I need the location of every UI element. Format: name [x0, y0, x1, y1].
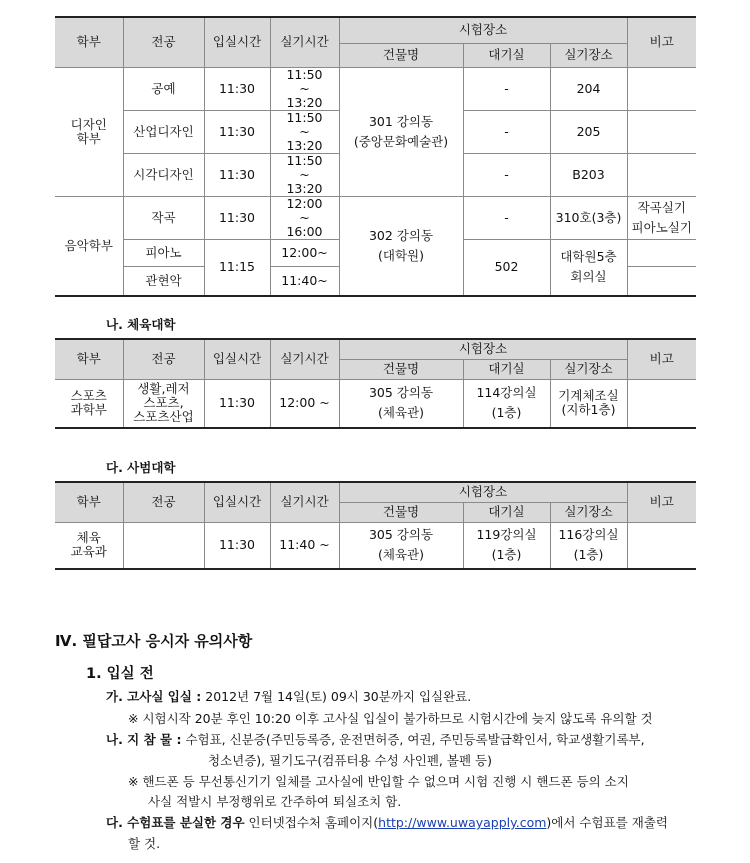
subheading-sports-college: 나. 체육대학 — [106, 317, 176, 332]
note-cell — [627, 239, 696, 266]
entry-time-cell: 11:30 — [204, 196, 270, 239]
note-cell — [627, 379, 696, 428]
major-cell: 공예 — [123, 67, 204, 110]
practical-room-cell: 기계체조실 (지하1층) — [550, 379, 627, 428]
item-ga-note: ※ 시험시작 20분 후인 10:20 이후 고사실 입실이 불가하므로 시험시간에 늦지 않도록 유의할 것 — [128, 711, 653, 726]
practical-time-cell: 12:00~ — [270, 239, 339, 266]
section-subtitle: 1. 입실 전 — [86, 666, 154, 682]
dept-cell: 음악학부 — [55, 196, 123, 296]
item-na-text-2: 청소년증), 필기도구(컴퓨터용 수성 사인펜, 볼펜 등) — [208, 753, 492, 768]
item-da-text-1: 인터넷접수처 홈페이지( — [244, 815, 379, 830]
major-cell: 관현악 — [123, 266, 204, 296]
note-cell: 작곡실기 피아노실기 — [627, 196, 696, 239]
header-building: 건물명 — [339, 359, 463, 379]
header-venue: 시험장소 — [339, 17, 627, 43]
exam-table-sports — [55, 338, 696, 429]
practical-room-cell: 310호(3층) — [550, 196, 627, 239]
header-major: 전공 — [123, 17, 204, 67]
item-na-label: 나. 지 참 물 : — [106, 732, 182, 747]
header-practical-time: 실기시간 — [270, 17, 339, 67]
item-ga — [106, 687, 471, 705]
practical-time-cell: 11:50 ~ 13:20 — [270, 110, 339, 153]
major-cell: 생활,레저 스포츠, 스포츠산업 — [123, 379, 204, 428]
major-cell: 산업디자인 — [123, 110, 204, 153]
entry-time-cell: 11:30 — [204, 522, 270, 569]
major-cell: 피아노 — [123, 239, 204, 266]
building-cell: 301 강의동 (중앙문화예술관) — [339, 67, 463, 196]
item-ga-label: 가. 고사실 입실 : — [106, 689, 202, 704]
practical-room-cell: 대학원5층 회의실 — [550, 239, 627, 296]
header-note: 비고 — [627, 339, 696, 379]
entry-time-cell: 11:30 — [204, 153, 270, 196]
item-na — [106, 730, 645, 748]
section-title: Ⅳ. 필답고사 응시자 유의사항 — [55, 632, 253, 650]
item-na-note-2: 사실 적발시 부정행위로 간주하여 퇴실조치 함. — [148, 794, 402, 809]
header-venue: 시험장소 — [339, 482, 627, 502]
header-practical-time: 실기시간 — [270, 482, 339, 522]
entry-time-cell: 11:30 — [204, 379, 270, 428]
subheading-education-college: 다. 사범대학 — [106, 460, 176, 475]
exam-table-design-music — [55, 16, 696, 297]
dept-cell: 체육 교육과 — [55, 522, 123, 569]
header-waiting-room: 대기실 — [463, 43, 550, 67]
note-cell — [627, 522, 696, 569]
waiting-room-cell: - — [463, 110, 550, 153]
header-major: 전공 — [123, 339, 204, 379]
header-practical-time: 실기시간 — [270, 339, 339, 379]
exam-table-education — [55, 481, 696, 570]
header-venue: 시험장소 — [339, 339, 627, 359]
header-major: 전공 — [123, 482, 204, 522]
practical-time-cell: 11:50 ~ 13:20 — [270, 67, 339, 110]
entry-time-cell: 11:30 — [204, 110, 270, 153]
waiting-room-cell: - — [463, 153, 550, 196]
practical-time-cell: 12:00 ~ — [270, 379, 339, 428]
note-cell — [627, 67, 696, 110]
dept-cell: 스포츠 과학부 — [55, 379, 123, 428]
major-cell — [123, 522, 204, 569]
waiting-room-cell: - — [463, 196, 550, 239]
waiting-room-cell: - — [463, 67, 550, 110]
practical-time-cell: 12:00 ~ 16:00 — [270, 196, 339, 239]
item-da-label: 다. 수험표를 분실한 경우 — [106, 815, 245, 830]
entry-time-cell: 11:30 — [204, 67, 270, 110]
header-waiting-room: 대기실 — [463, 359, 550, 379]
building-cell: 305 강의동 (체육관) — [339, 379, 463, 428]
dept-cell: 디자인 학부 — [55, 67, 123, 196]
header-note: 비고 — [627, 17, 696, 67]
practical-time-cell: 11:40 ~ — [270, 522, 339, 569]
header-practical-room: 실기장소 — [550, 502, 627, 522]
building-cell: 302 강의동 (대학원) — [339, 196, 463, 296]
waiting-room-cell: 119강의실 (1층) — [463, 522, 550, 569]
practical-room-cell: 204 — [550, 67, 627, 110]
major-cell: 작곡 — [123, 196, 204, 239]
header-entry-time: 입실시간 — [204, 17, 270, 67]
header-building: 건물명 — [339, 43, 463, 67]
header-dept: 학부 — [55, 339, 123, 379]
header-building: 건물명 — [339, 502, 463, 522]
header-entry-time: 입실시간 — [204, 482, 270, 522]
waiting-room-cell: 114강의실 (1층) — [463, 379, 550, 428]
item-ga-text: 2012년 7월 14일(토) 09시 30분까지 입실완료. — [201, 689, 472, 704]
header-dept: 학부 — [55, 482, 123, 522]
practical-room-cell: B203 — [550, 153, 627, 196]
note-cell — [627, 153, 696, 196]
major-cell: 시각디자인 — [123, 153, 204, 196]
practical-time-cell: 11:40~ — [270, 266, 339, 296]
header-practical-room: 실기장소 — [550, 43, 627, 67]
building-cell: 305 강의동 (체육관) — [339, 522, 463, 569]
item-da-text-3: 할 것. — [128, 836, 161, 851]
header-entry-time: 입실시간 — [204, 339, 270, 379]
practical-time-cell: 11:50 ~ 13:20 — [270, 153, 339, 196]
header-note: 비고 — [627, 482, 696, 522]
practical-room-cell: 116강의실 (1층) — [550, 522, 627, 569]
header-dept: 학부 — [55, 17, 123, 67]
header-waiting-room: 대기실 — [463, 502, 550, 522]
entry-time-cell: 11:15 — [204, 239, 270, 296]
practical-room-cell: 205 — [550, 110, 627, 153]
note-cell — [627, 110, 696, 153]
item-na-text: 수험표, 신분증(주민등록증, 운전면허증, 여권, 주민등록발급확인서, 학교생활기록부, — [181, 732, 645, 747]
item-da-text-2: )에서 수험표를 재출력 — [546, 815, 668, 830]
website-link[interactable]: http://www.uwayapply.com — [378, 815, 547, 830]
note-cell — [627, 266, 696, 296]
item-na-note-1: ※ 핸드폰 등 무선통신기기 일체를 고사실에 반입할 수 없으며 시험 진행 시 핸드폰 등의 소지 — [128, 774, 629, 789]
header-practical-room: 실기장소 — [550, 359, 627, 379]
waiting-room-cell: 502 — [463, 239, 550, 296]
item-da — [106, 813, 668, 831]
